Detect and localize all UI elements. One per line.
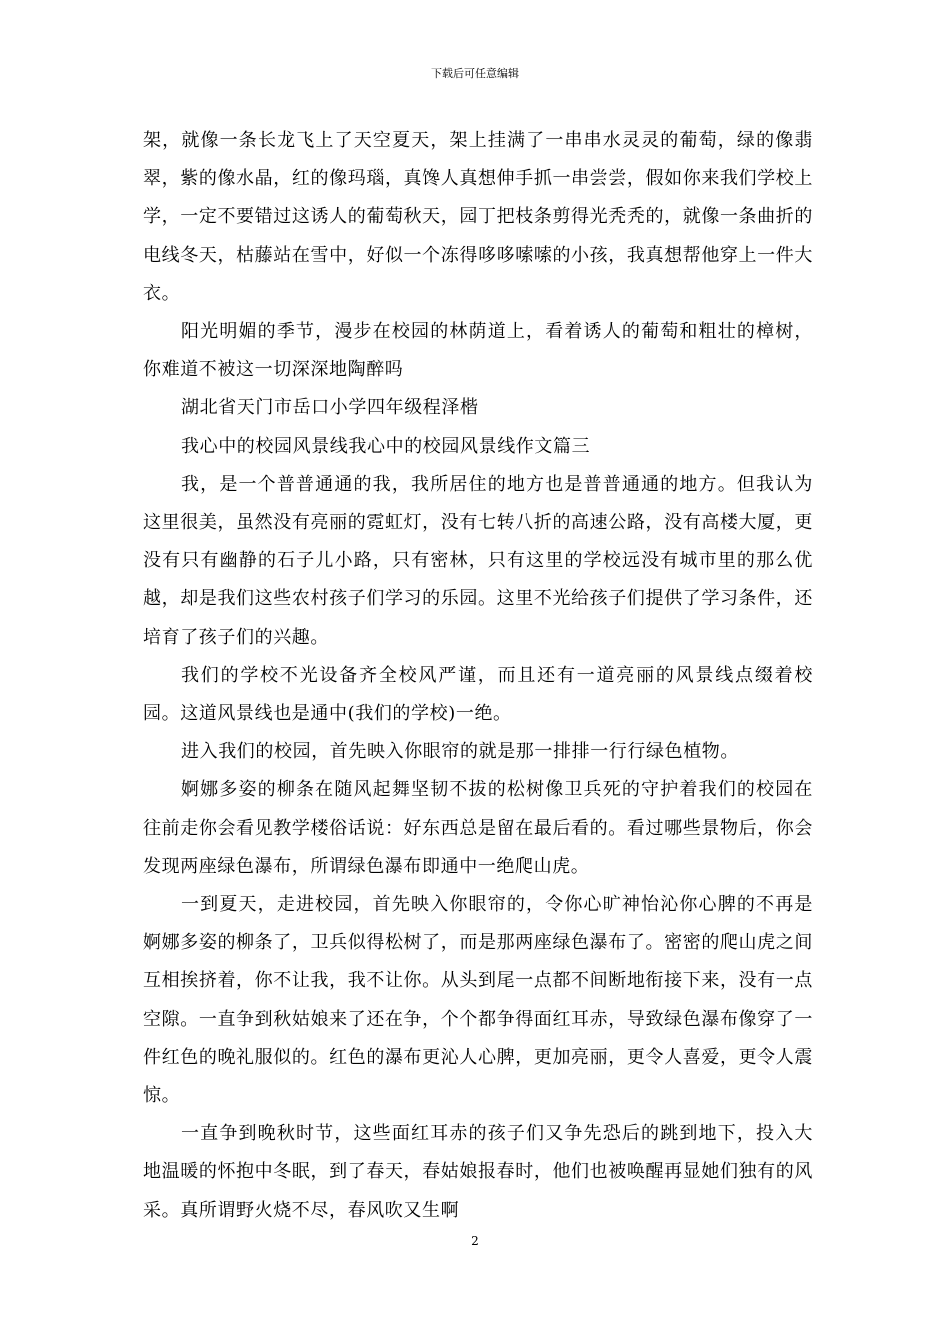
paragraph-2: 阳光明媚的季节，漫步在校园的林荫道上，看着诱人的葡萄和粗壮的樟树，你难道不被这一切深深地陶醉吗 [143,321,813,381]
document-body [143,122,813,1230]
paragraph-6: 我们的学校不光设备齐全校风严谨，而且还有一道亮丽的风景线点缀着校园。这道风景线也是通中(我们的学校)一绝。 [143,664,813,725]
page-header [0,67,950,81]
paragraph-9: 一到夏天，走进校园，首先映入你眼帘的，令你心旷神怡沁你心脾的不再是婀娜多姿的柳条了，卫兵似得松树了，而是那两座绿色瀑布了。密密的爬山虎之间互相挨挤着，你不让我，我不让你。从头到尾一点都不间断地衔接下来，没有一点空隙。一直争到秋姑娘来了还在争，个个都争得面红耳赤，导致绿色瀑布像穿了一件红色的晚礼服似的。红色的瀑布更沁人心脾，更加亮丽，更令人喜爱，更令人震惊。 [143,894,813,1107]
author-line: 湖北省天门市岳口小学四年级程泽楷 [181,397,479,419]
section-title: 我心中的校园风景线我心中的校园风景线作文篇三 [181,435,591,457]
paragraph-1: 架，就像一条长龙飞上了天空夏天，架上挂满了一串串水灵灵的葡萄，绿的像翡翠，紫的像水晶，红的像玛瑙，真馋人真想伸手抓一串尝尝，假如你来我们学校上学，一定不要错过这诱人的葡萄秋天，园丁把枝条剪得光秃秃的，就像一条曲折的电线冬天，枯藤站在雪中，好似一个冻得哆哆嗦嗦的小孩，我真想帮他穿上一件大衣。 [143,130,813,304]
paragraph-5: 我，是一个普普通通的我，我所居住的地方也是普普通通的地方。但我认为这里很美，虽然没有亮丽的霓虹灯，没有七转八折的高速公路，没有高楼大厦，更没有只有幽静的石子儿小路，只有密林，只有这里的学校远没有城市里的那么优越，却是我们这些农村孩子们学习的乐园。这里不光给孩子们提供了学习条件，还培育了孩子们的兴趣。 [143,473,813,648]
paragraph-7: 进入我们的校园，首先映入你眼帘的就是那一排排一行行绿色植物。 [181,741,739,763]
header-text: 下载后可任意编辑 [431,67,519,80]
page-number: 2 [471,1234,479,1248]
page-footer [0,1234,950,1248]
paragraph-8: 婀娜多姿的柳条在随风起舞坚韧不拔的松树像卫兵死的守护着我们的校园在往前走你会看见教学楼俗话说：好东西总是留在最后看的。看过哪些景物后，你会发现两座绿色瀑布，所谓绿色瀑布即通中一绝爬山虎。 [143,779,813,877]
paragraph-10: 一直争到晚秋时节，这些面红耳赤的孩子们又争先恐后的跳到地下，投入大地温暖的怀抱中冬眠，到了春天，春姑娘报春时，他们也被唤醒再显她们独有的风采。真所谓野火烧不尽，春风吹又生啊 [143,1123,813,1221]
